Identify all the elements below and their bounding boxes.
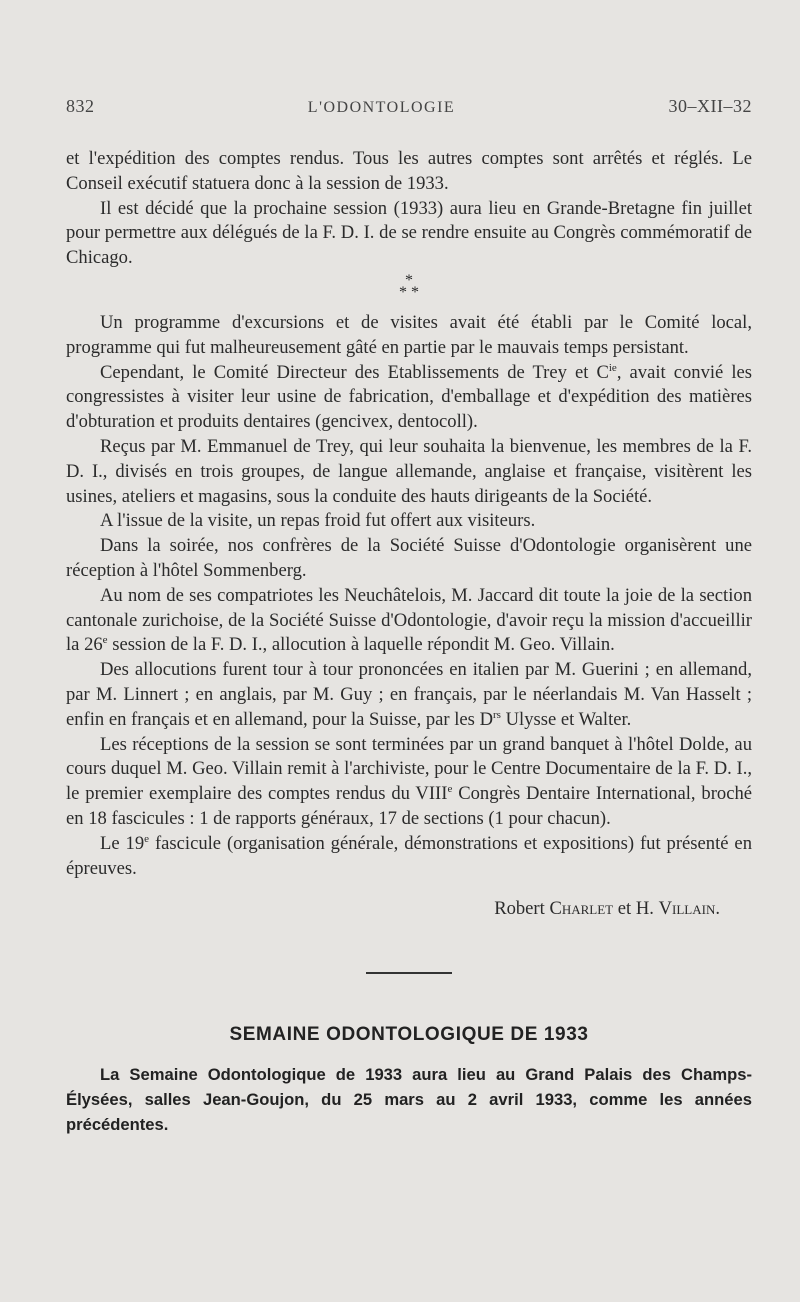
signature-prefix: Robert — [494, 898, 550, 920]
paragraph — [66, 361, 752, 435]
paragraph — [66, 832, 752, 882]
signature — [66, 897, 752, 922]
article-body — [66, 147, 752, 922]
paragraph: et l'expédition des comptes rendus. Tous les autres comptes sont arrêtés et réglés. Le Conseil exécutif statuera donc à la session de 1933. — [66, 148, 752, 194]
section-divider — [366, 972, 452, 974]
paragraph: Un programme d'excursions et de visites avait été établi par le Comité local, programme qui fut malheureusement gâté en partie par le mauvais temps persistant. — [66, 311, 752, 358]
asterism-separator — [66, 271, 752, 301]
paragraph — [66, 733, 752, 832]
paragraph: A l'issue de la visite, un repas froid fut offert aux visiteurs. — [100, 510, 536, 532]
superscript: e — [102, 634, 108, 647]
superscript: rs — [493, 708, 501, 721]
announcement-text: La Semaine Odontologique de 1933 aura lieu au Grand Palais des Champs-Élysées, salles Jean-Goujon, du 25 mars au 2 avril 1933, comme les années précédentes. — [66, 1065, 752, 1135]
text-run: Congrès Dentaire International, broché en 18 fascicules : 1 de rapports généraux, 17 de sections (1 pour chacun). — [66, 783, 752, 829]
section-title: SEMAINE ODONTOLOGIQUE DE 1933 — [229, 1024, 589, 1046]
text-run: Le 19 — [100, 832, 145, 854]
text-run: , avait convié les congressistes à visiter leur usine de fabrication, d'emballage et d'expédition des matières d'obturation et produits dentaires (gencivex, dentocoll). — [66, 361, 753, 433]
paragraph — [66, 584, 752, 658]
paragraph: Reçus par M. Emmanuel de Trey, qui leur souhaita la bienvenue, les membres de la F. D. I., divisés en trois groupes, de langue allemande, anglaise et française, visitèrent les usines, ateliers et magasins, sous la conduite des hauts dirigeants de la Société. — [66, 435, 752, 507]
superscript: e — [447, 782, 453, 795]
announcement — [66, 1062, 752, 1137]
running-header — [66, 96, 752, 117]
superscript: ie — [608, 361, 617, 374]
text-run: Ulysse et Walter. — [500, 708, 632, 730]
superscript: e — [144, 832, 150, 845]
asterism-top: * — [405, 271, 413, 289]
text-run: Les réceptions de la session se sont terminées par un grand banquet à l'hôtel Dolde, au cours duquel M. Geo. Villain remit à l'archiviste, pour le Centre Documentaire de la F. D. I., le premier exemplaire des comptes rendus du VIII — [66, 733, 752, 805]
text-run: fascicule (organisation générale, démonstrations et expositions) fut présenté en épreuves. — [66, 832, 752, 879]
journal-title: L'ODONTOLOGIE — [307, 99, 456, 116]
asterism-bottom: * * — [399, 283, 419, 301]
issue-date: 30–XII–32 — [668, 96, 752, 116]
page-number: 832 — [66, 96, 95, 116]
signature-name-1: Charlet — [549, 898, 614, 920]
signature-name-2: Villain. — [658, 898, 720, 920]
paragraph — [66, 658, 752, 732]
signature-middle: et H. — [613, 898, 659, 920]
text-run: Cependant, le Comité Directeur des Etablissements de Trey et C — [100, 361, 609, 383]
text-run: Au nom de ses compatriotes les Neuchâtelois, M. Jaccard dit toute la joie de la section cantonale zurichoise, de la Société Suisse d'Odontologie, d'avoir reçu la mission d'accueillir la 26 — [66, 584, 752, 656]
text-run: session de la F. D. I., allocution à laquelle répondit M. Geo. Villain. — [107, 634, 615, 656]
paragraph: Dans la soirée, nos confrères de la Société Suisse d'Odontologie organisèrent une réception à l'hôtel Sommenberg. — [66, 535, 752, 581]
text-run: Des allocutions furent tour à tour prononcées en italien par M. Guerini ; en allemand, par M. Linnert ; en anglais, par M. Guy ; en français, par le néerlandais M. Van Hasselt ; enfin en français et en allemand, pour la Suisse, par les D — [66, 659, 752, 730]
paragraph: Il est décidé que la prochaine session (1933) aura lieu en Grande-Bretagne fin juillet pour permettre aux délégués de la F. D. I. de se rendre ensuite au Congrès commémoratif de Chicago. — [66, 197, 752, 269]
document-page — [66, 96, 752, 1137]
